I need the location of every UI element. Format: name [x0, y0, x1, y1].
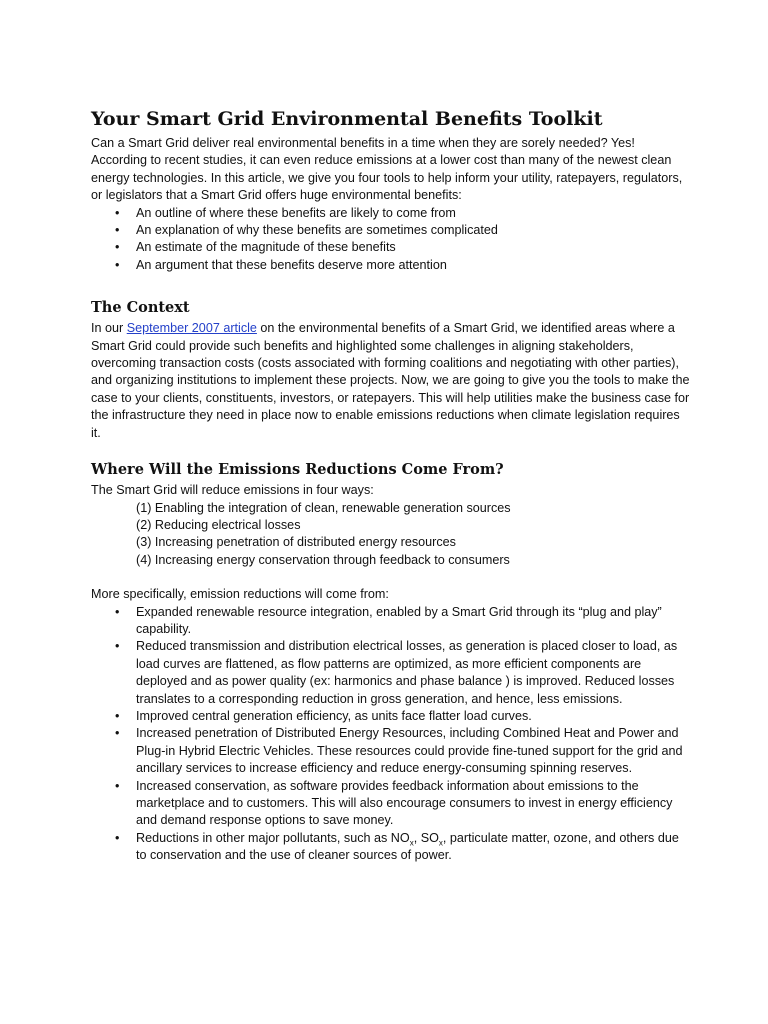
context-text: on the environmental benefits of a Smart Grid, we identified areas where a Smart Grid could provide such benefits and highlighted some challenges in aligning stakeholders, overcoming transaction costs (costs associated with forming coalitions and negotiating with other parties), and organizing institutions to implement these projects. Now, we are going to give you the tools to make the case to your clients, constituents, investors, or ratepayers. This will help utilities make the business case for the infrastructure they need in place now to enable emissions reductions when climate legislation requires it.: [91, 321, 690, 440]
nox-subscript: x: [409, 838, 414, 848]
pollutants-mid: , SO: [413, 830, 439, 845]
emissions-bullet-item: • Expanded renewable resource integration, enabled by a Smart Grid through its “plug and play” capability.: [91, 604, 691, 639]
emissions-bullet-item: • Reduced transmission and distribution electrical losses, as generation is placed closer to load, as load curves are flattened, as flow patterns are optimized, as more efficient components are deployed and as power quality (ex: harmonics and phase balance ) is improved. Reduced losses translates to a corresponding reduction in gross generation, and hence, less emissions.: [91, 638, 691, 708]
intro-bullet-item: • An outline of where these benefits are likely to come from: [91, 205, 691, 222]
document-content: [91, 106, 691, 865]
spacer: [91, 569, 691, 586]
pollutants-prefix: Reductions in other major pollutants, such as NO: [136, 830, 410, 845]
context-paragraph: [91, 320, 691, 442]
emissions-way-item: (2) Reducing electrical losses: [136, 517, 301, 532]
intro-bullet-item: • An estimate of the magnitude of these benefits: [91, 239, 691, 256]
emissions-bullet-item: • Improved central generation efficiency, as units face flatter load curves.: [91, 708, 691, 725]
emissions-bullet-item-pollutants: [91, 830, 691, 865]
intro-bullet-item: • An explanation of why these benefits are sometimes complicated: [91, 222, 691, 239]
spacer: [91, 442, 691, 460]
sox-subscript: x: [438, 838, 443, 848]
emissions-bullet-item: • Increased penetration of Distributed Energy Resources, including Combined Heat and Power and Plug-in Hybrid Electric Vehicles. These resources could provide fine-tuned support for the grid and ancillary services to increase efficiency and reduce energy-consuming spinning reserves.: [91, 725, 691, 777]
intro-bullet-item: • An argument that these benefits deserve more attention: [91, 257, 691, 274]
emissions-bullet-item: • Increased conservation, as software provides feedback information about emissions to the marketplace and to customers. This will also encourage consumers to invest in energy efficiency and demand response options to save money.: [91, 778, 691, 830]
intro-bullet-list: [91, 205, 691, 275]
emissions-ways-list: [91, 500, 691, 570]
september-2007-article-link[interactable]: September 2007 article: [126, 321, 257, 336]
spacer: [91, 274, 691, 298]
emissions-way-item: (1) Enabling the integration of clean, renewable generation sources: [136, 500, 511, 515]
emissions-lead: The Smart Grid will reduce emissions in four ways:: [91, 483, 374, 498]
intro-paragraph: Can a Smart Grid deliver real environmental benefits in a time when they are sorely needed? Yes! According to recent studies, it can even reduce emissions at a lower cost than many of the newest clean energy technologies. In this article, we give you four tools to help inform your utility, ratepayers, regulators, or legislators that a Smart Grid offers huge environmental benefits:: [91, 136, 683, 203]
document-title: Your Smart Grid Environmental Benefits Toolkit: [91, 108, 603, 130]
context-prefix: In our: [91, 321, 127, 336]
section-heading-emissions: Where Will the Emissions Reductions Come From?: [91, 461, 504, 479]
emissions-bullet-list: [91, 604, 691, 865]
emissions-way-item: (4) Increasing energy conservation through feedback to consumers: [136, 552, 510, 567]
section-heading-context: The Context: [91, 299, 190, 317]
specific-lead: More specifically, emission reductions will come from:: [91, 587, 389, 602]
pollutants-rest: , particulate matter, ozone, and others due to conservation and the use of cleaner sources of power.: [136, 830, 679, 863]
emissions-way-item: (3) Increasing penetration of distributed energy resources: [136, 535, 456, 550]
